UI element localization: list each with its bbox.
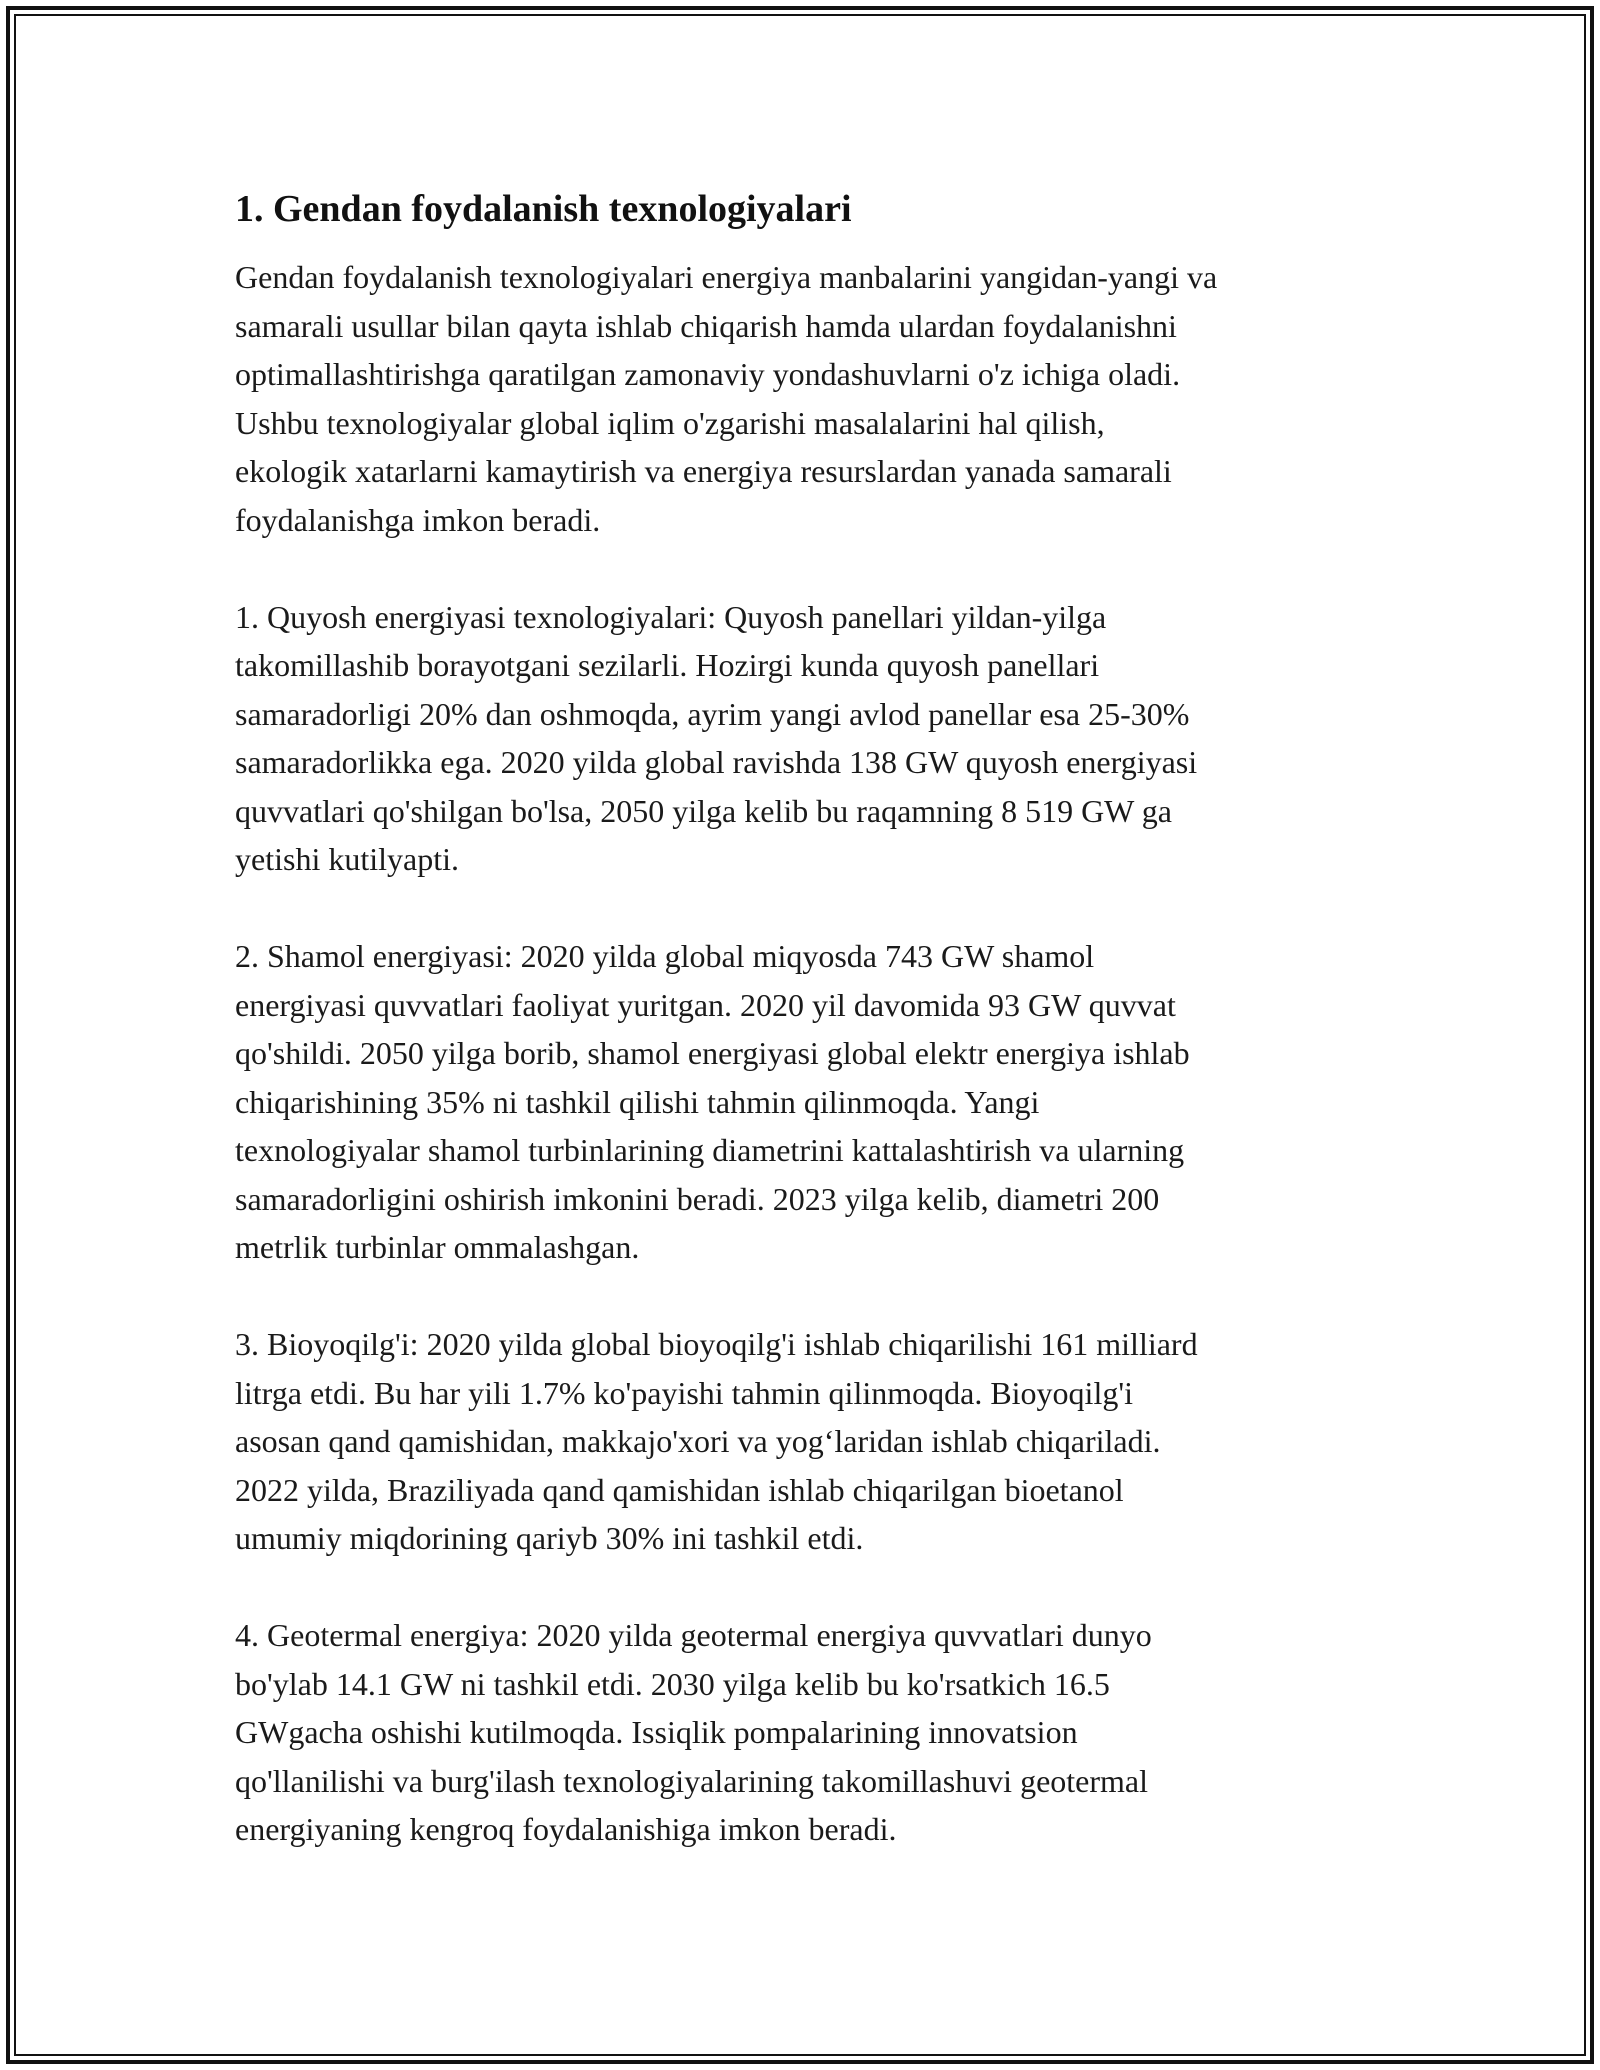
- text-line: 1. Quyosh energiyasi texnologiyalari: Quyosh panellari yildan-yilga: [235, 598, 1107, 635]
- text-line: ekologik xatarlarni kamaytirish va energiya resurslardan yanada samarali: [235, 453, 1172, 489]
- text-line: litrga etdi. Bu har yili 1.7% ko'payishi tahmin qilinmoqda. Bioyoqilg'i: [235, 1374, 1133, 1411]
- text-line: 4. Geotermal energiya: 2020 yilda geotermal energiya quvvatlari dunyo: [235, 1617, 1152, 1653]
- text-line: samaradorligini oshirish imkonini beradi. 2023 yilga kelib, diametri 200: [235, 1180, 1160, 1217]
- text-line: optimallashtirishga qaratilgan zamonaviy yondashuvlarni o'z ichiga oladi.: [235, 356, 1181, 392]
- text-line: 3. Bioyoqilg'i: 2020 yilda global bioyoqilg'i ishlab chiqarilishi 161 milliard: [235, 1326, 1198, 1362]
- solar-paragraph: [235, 593, 1385, 884]
- text-line: energiyasi quvvatlari faoliyat yuritgan. 2020 yil davomida 93 GW quvvat: [235, 986, 1176, 1023]
- text-line: quvvatlari qo'shilgan bo'lsa, 2050 yilga kelib bu raqamning 8 519 GW ga: [235, 792, 1172, 829]
- text-line: energiyaning kengroq foydalanishiga imkon beradi.: [235, 1811, 897, 1847]
- text-line: GWgacha oshishi kutilmoqda. Issiqlik pompalarining innovatsion: [235, 1714, 1078, 1750]
- text-line: yetishi kutilyapti.: [235, 841, 459, 877]
- text-line: qo'llanilishi va burg'ilash texnologiyalarining takomillashuvi geotermal: [235, 1762, 1148, 1799]
- text-line: metrlik turbinlar ommalashgan.: [235, 1229, 640, 1265]
- text-line: chiqarishining 35% ni tashkil qilishi tahmin qilinmoqda. Yangi: [235, 1083, 1040, 1120]
- text-line: Gendan foydalanish texnologiyalari energiya manbalarini yangidan-yangi va: [235, 259, 1218, 295]
- geothermal-paragraph: [235, 1611, 1385, 1854]
- text-line: bo'ylab 14.1 GW ni tashkil etdi. 2030 yilga kelib bu ko'rsatkich 16.5: [235, 1665, 1110, 1702]
- text-line: 2. Shamol energiyasi: 2020 yilda global miqyosda 743 GW shamol: [235, 938, 1095, 974]
- document-body: [235, 185, 1385, 1902]
- text-line: samaradorlikka ega. 2020 yilda global ravishda 138 GW quyosh energiyasi: [235, 744, 1198, 780]
- text-line: samarali usullar bilan qayta ishlab chiqarish hamda ulardan foydalanishni: [235, 307, 1177, 344]
- intro-paragraph: [235, 253, 1385, 544]
- wind-paragraph: [235, 932, 1385, 1272]
- text-line: 2022 yilda, Braziliyada qand qamishidan ishlab chiqarilgan bioetanol: [235, 1471, 1124, 1508]
- section-title: 1. Gendan foydalanish texnologiyalari: [235, 188, 852, 230]
- text-line: takomillashib borayotgani sezilarli. Hozirgi kunda quyosh panellari: [235, 647, 1100, 683]
- text-line: asosan qand qamishidan, makkajo'xori va yog‘laridan ishlab chiqariladi.: [235, 1423, 1161, 1459]
- text-line: umumiy miqdorining qariyb 30% ini tashkil etdi.: [235, 1520, 864, 1556]
- text-line: qo'shildi. 2050 yilga borib, shamol energiyasi global elektr energiya ishlab: [235, 1035, 1190, 1071]
- text-line: foydalanishga imkon beradi.: [235, 501, 601, 538]
- text-line: texnologiyalar shamol turbinlarining diametrini kattalashtirish va ularning: [235, 1132, 1185, 1168]
- text-line: samaradorligi 20% dan oshmoqda, ayrim yangi avlod panellar esa 25-30%: [235, 695, 1190, 732]
- biofuel-paragraph: [235, 1320, 1385, 1563]
- text-line: Ushbu texnologiyalar global iqlim o'zgarishi masalalarini hal qilish,: [235, 404, 1105, 441]
